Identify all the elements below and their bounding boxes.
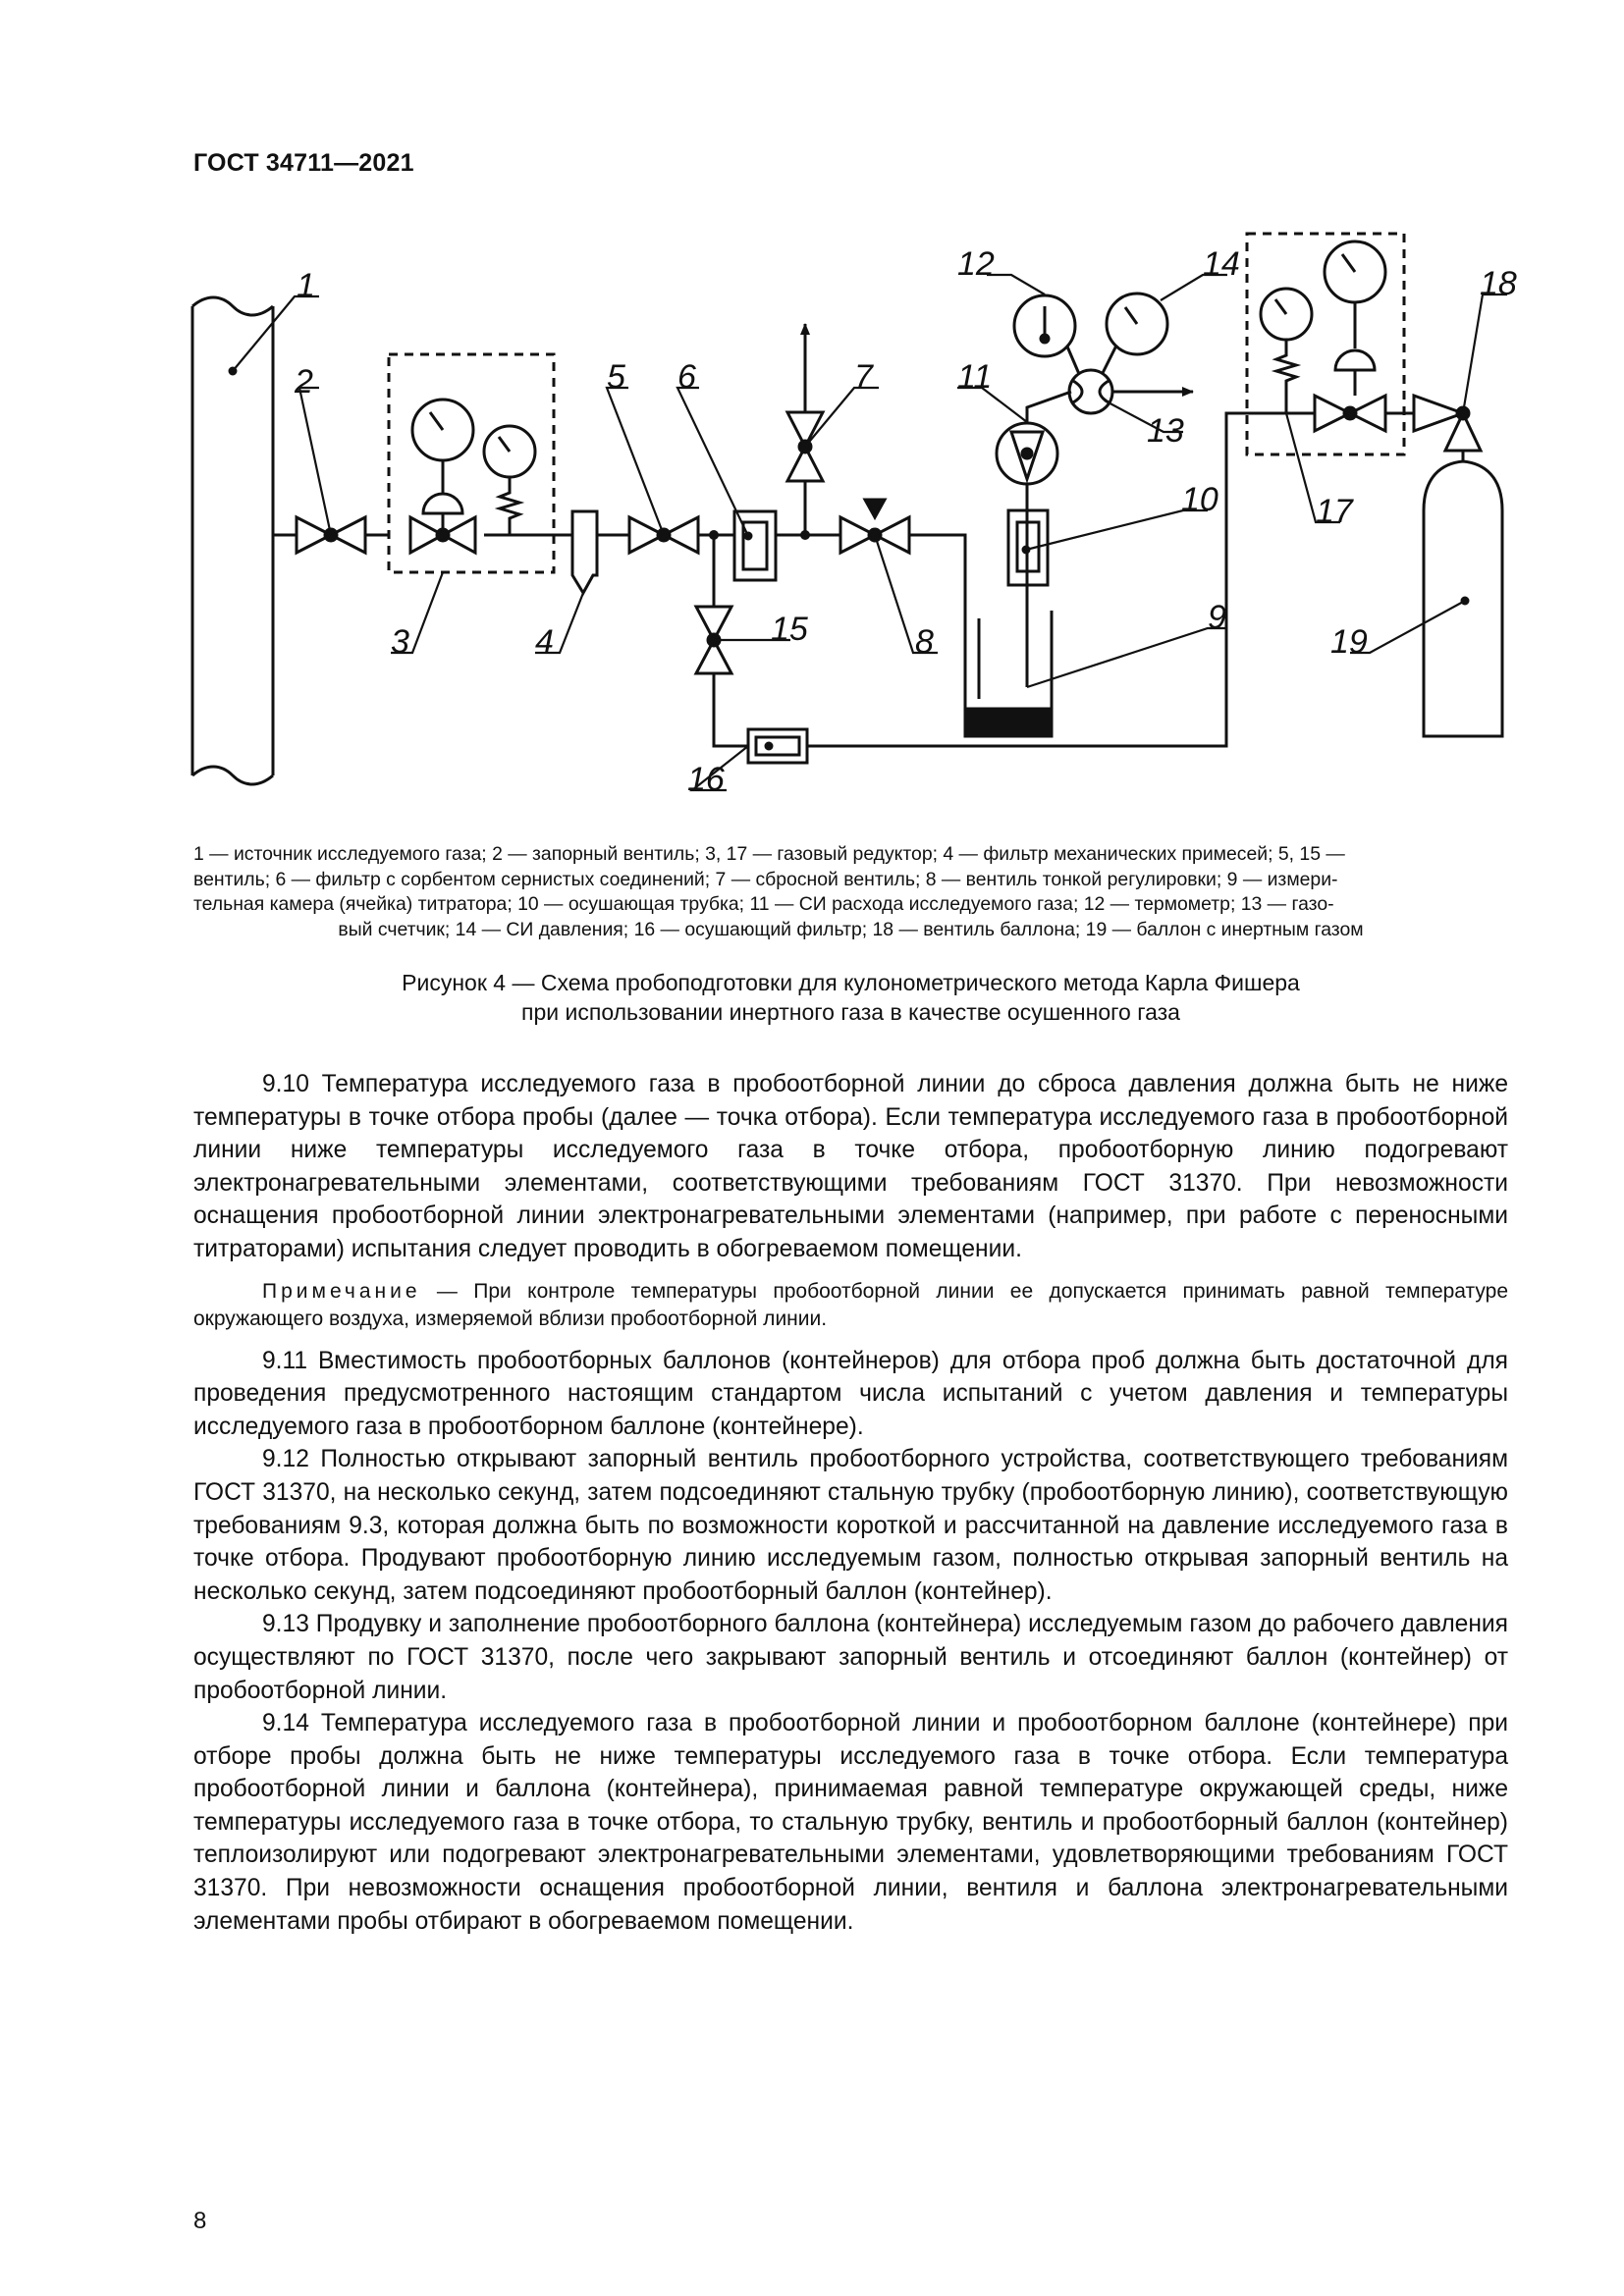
label-8: 8 <box>915 623 934 661</box>
label-13: 13 <box>1147 412 1184 450</box>
main-line <box>273 535 965 611</box>
label-19: 19 <box>1330 623 1368 661</box>
label-2: 2 <box>295 363 313 400</box>
paragraph-9-14: 9.14 Температура исследуемого газа в пробоотборной линии и пробоотборном баллоне (контейнере) при отборе пробы должна быть не ниже температуры исследуемого газа в точке отбора. Если температура пробоотборной линии и баллона (контейнера), принимаемая равной температуре окружающей среды, ниже температуры исследуемого газа в точке отбора, то стальную трубку, вентиль и пробоотборный баллон (контейнер) теплоизолируют или подогревают электронагревательными элементами, удовлетворяющими требованиям ГОСТ 31370. При невозможности оснащения пробоотборной линии, вентиля и баллона электронагревательными элементами пробы отбирают в обогреваемом помещении. <box>193 1710 1508 1935</box>
label-4: 4 <box>535 623 554 661</box>
label-5: 5 <box>607 358 625 396</box>
label-14: 14 <box>1203 245 1240 283</box>
gas-counter-13 <box>1069 370 1193 413</box>
note-label: Примечание <box>262 1279 421 1303</box>
label-16: 16 <box>687 761 725 798</box>
label-18: 18 <box>1480 265 1517 302</box>
figure-caption <box>193 968 1508 1027</box>
label-1: 1 <box>297 267 315 304</box>
label-11: 11 <box>957 358 993 396</box>
flow-meter-11 <box>997 392 1071 484</box>
mechanical-filter-4 <box>572 511 597 593</box>
thermometer-12 <box>1014 295 1079 374</box>
label-10: 10 <box>1181 481 1218 518</box>
paragraph-9-11: 9.11 Вместимость пробоотборных баллонов (контейнеров) для отбора проб должна быть достаточной для проведения предусмотренного настоящим стандартом числа испытаний с учетом давления и температуры исследуемого газа в пробоотборном баллоне (контейнере). <box>193 1347 1508 1440</box>
label-6: 6 <box>677 358 696 396</box>
pressure-gauge-14 <box>1103 294 1167 373</box>
page-number: 8 <box>193 2208 207 2234</box>
body-text <box>193 1068 1508 1938</box>
gas-reducer-3 <box>389 354 554 572</box>
legend-line: вентиль; 6 — фильтр с сорбентом сернистых соединений; 7 — сбросной вентиль; 8 — вентиль тонкой регулировки; 9 — измери- <box>193 868 1338 890</box>
caption-line: Рисунок 4 — Схема пробоподготовки для кулонометрического метода Карла Фишера <box>402 970 1300 995</box>
note-text: — При контроле температуры пробоотборной линии ее допускается принимать равной температуре окружающего воздуха, измеряемой вблизи пробоотборной линии. <box>193 1279 1508 1330</box>
caption-line: при использовании инертного газа в качестве осушенного газа <box>521 999 1180 1025</box>
paragraph-9-10: 9.10 Температура исследуемого газа в пробоотборной линии до сброса давления должна быть не ниже температуры в точке отбора пробы (далее — точка отбора). Если температура исследуемого газа в пробоотборной линии ниже температуры исследуемого газа в точке отбора, пробоотборную линию подогревают электронагревательными элементами, соответствующими требованиям ГОСТ 31370. При невозможности оснащения пробоотборной линии электронагревательными элементами (например, при работе с переносными титраторами) испытания следует проводить в обогреваемом помещении. <box>193 1071 1508 1262</box>
gas-reducer-17 <box>1247 234 1414 454</box>
fine-valve-8 <box>840 500 909 553</box>
note <box>193 1278 1508 1333</box>
label-12: 12 <box>957 245 995 283</box>
cylinder-valve-18 <box>1414 396 1481 461</box>
document-header: ГОСТ 34711—2021 <box>193 149 414 177</box>
legend-line: тельная камера (ячейка) титратора; 10 — осушающая трубка; 11 — СИ расхода исследуемого газа; 12 — термометр; 13 — газо- <box>193 893 1334 915</box>
label-7: 7 <box>854 358 873 396</box>
legend-line: вый счетчик; 14 — СИ давления; 16 — осушающий фильтр; 18 — вентиль баллона; 19 — баллон с инертным газом <box>338 918 1364 940</box>
legend-line: 1 — источник исследуемого газа; 2 — запорный вентиль; 3, 17 — газовый редуктор; 4 — фильтр механических примесей; 5, 15 — <box>193 843 1345 865</box>
inert-gas-cylinder-19 <box>1424 461 1502 736</box>
paragraph-9-13: 9.13 Продувку и заполнение пробоотборного баллона (контейнера) исследуемым газом до рабочего давления осуществляют по ГОСТ 31370, после чего закрывают запорный вентиль и отсоединяют баллон (контейнер) от пробоотборной линии. <box>193 1611 1508 1704</box>
sample-preparation-diagram <box>0 0 1624 815</box>
figure-legend <box>193 842 1508 942</box>
label-3: 3 <box>391 623 409 661</box>
label-15: 15 <box>771 611 808 648</box>
paragraph-9-12: 9.12 Полностью открывают запорный вентиль пробоотборного устройства, соответствующего требованиям ГОСТ 31370, на несколько секунд, затем подсоединяют стальную трубку (пробоотборную линию), соответствующую требованиям 9.3, которая должна быть по возможности короткой и рассчитанной на давление исследуемого газа в точке отбора. Продувают пробоотборную линию исследуемым газом, полностью открывая запорный вентиль на несколько секунд, затем подсоединяют пробоотборный баллон (контейнер). <box>193 1446 1508 1605</box>
label-17: 17 <box>1316 493 1353 530</box>
label-9: 9 <box>1208 599 1226 636</box>
figure-labels <box>294 245 1517 798</box>
